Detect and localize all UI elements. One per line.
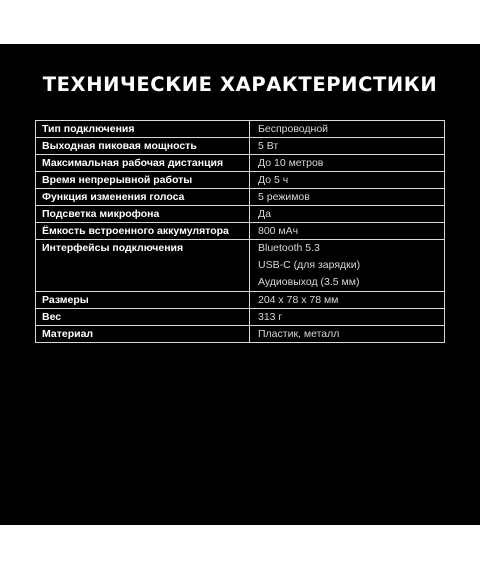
table-row xyxy=(36,138,445,155)
table-row xyxy=(36,206,445,223)
spec-label: Ёмкость встроенного аккумулятора xyxy=(36,223,250,240)
spec-label: Функция изменения голоса xyxy=(36,189,250,206)
table-row xyxy=(36,240,445,292)
spec-value: 800 мАч xyxy=(250,223,445,240)
page-title: ТЕХНИЧЕСКИЕ ХАРАКТЕРИСТИКИ xyxy=(42,73,438,96)
spec-label: Время непрерывной работы xyxy=(36,172,250,189)
spec-value: 5 режимов xyxy=(250,189,445,206)
spec-label: Вес xyxy=(36,309,250,326)
spec-label: Максимальная рабочая дистанция xyxy=(36,155,250,172)
table-row xyxy=(36,223,445,240)
spec-label: Интерфейсы подключения xyxy=(36,240,250,292)
table-row xyxy=(36,309,445,326)
spec-value-list xyxy=(250,240,445,292)
table-row xyxy=(36,172,445,189)
specs-table xyxy=(35,120,445,343)
table-row xyxy=(36,155,445,172)
spec-value: USB-C (для зарядки) xyxy=(258,259,361,271)
spec-value: 5 Вт xyxy=(250,138,445,155)
spec-label: Выходная пиковая мощность xyxy=(36,138,250,155)
spec-value: Пластик, металл xyxy=(250,326,445,343)
spec-value: Аудиовыход (3.5 мм) xyxy=(258,276,360,288)
spec-value: Bluetooth 5.3 xyxy=(258,242,320,254)
table-row xyxy=(36,292,445,309)
table-row xyxy=(36,189,445,206)
table-row xyxy=(36,121,445,138)
spec-label: Размеры xyxy=(36,292,250,309)
spec-label: Материал xyxy=(36,326,250,343)
spec-value: Да xyxy=(250,206,445,223)
spec-value: До 5 ч xyxy=(250,172,445,189)
spec-value: 204 x 78 x 78 мм xyxy=(250,292,445,309)
spec-value: До 10 метров xyxy=(250,155,445,172)
spec-label: Подсветка микрофона xyxy=(36,206,250,223)
table-row xyxy=(36,326,445,343)
spec-label: Тип подключения xyxy=(36,121,250,138)
spec-value: 313 г xyxy=(250,309,445,326)
spec-value: Беспроводной xyxy=(250,121,445,138)
